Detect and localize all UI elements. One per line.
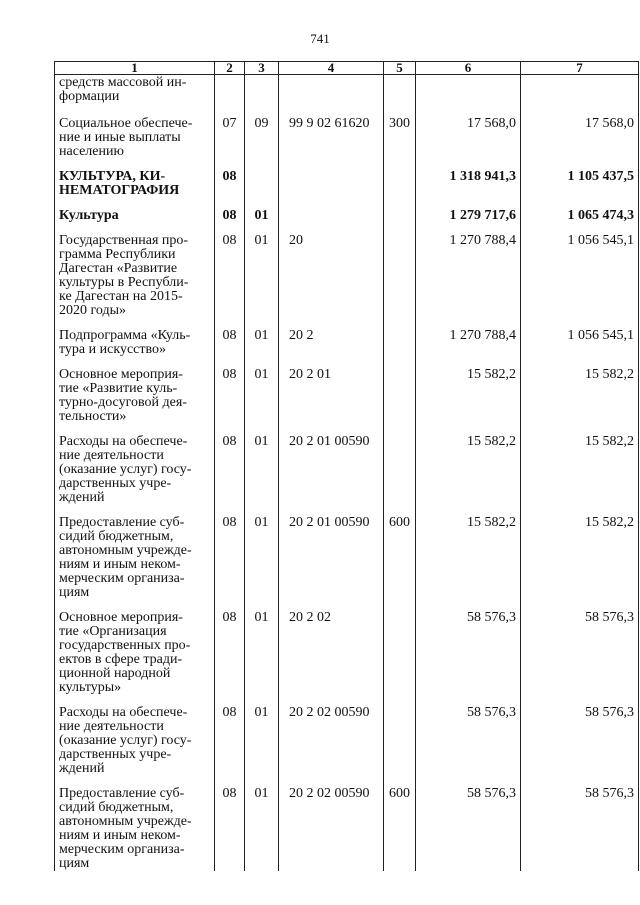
cell-target-article: 20 2 02 00590: [279, 776, 384, 871]
cell-section: 08: [215, 198, 245, 223]
cell-target-article: 20 2: [279, 318, 384, 357]
cell-name: Предоставление суб- сидий бюджетным, автономным учрежде- ниям и иным неком- мерческим организа- циям: [55, 776, 215, 871]
cell-expense-type: [384, 600, 416, 695]
table-row: [55, 104, 639, 159]
cell-section: 08: [215, 776, 245, 871]
table-row: [55, 424, 639, 505]
cell-amount-year-2: 58 576,3: [521, 776, 639, 871]
cell-amount-year-1: 17 568,0: [416, 104, 521, 159]
column-header-1: 1: [55, 62, 215, 75]
cell-amount-year-1: 15 582,2: [416, 424, 521, 505]
cell-amount-year-1: 15 582,2: [416, 357, 521, 424]
table-row: [55, 159, 639, 198]
cell-section: 08: [215, 223, 245, 318]
cell-amount-year-1: 58 576,3: [416, 695, 521, 776]
cell-target-article: [279, 198, 384, 223]
cell-amount-year-2: 15 582,2: [521, 424, 639, 505]
cell-target-article: 99 9 02 61620: [279, 104, 384, 159]
column-header-7: 7: [521, 62, 639, 75]
cell-subsection: 01: [245, 318, 279, 357]
cell-name: Подпрограмма «Куль- тура и искусство»: [55, 318, 215, 357]
cell-amount-year-1: 1 318 941,3: [416, 159, 521, 198]
cell-expense-type: [384, 75, 416, 105]
cell-name: КУЛЬТУРА, КИ- НЕМАТОГРАФИЯ: [55, 159, 215, 198]
cell-name: Государственная про- грамма Республики Дагестан «Развитие культуры в Республи- ке Дагестан на 2015- 2020 годы»: [55, 223, 215, 318]
cell-name: Предоставление суб- сидий бюджетным, автономным учрежде- ниям и иным неком- мерческим организа- циям: [55, 505, 215, 600]
cell-section: 08: [215, 600, 245, 695]
table-row: [55, 198, 639, 223]
cell-subsection: 01: [245, 198, 279, 223]
table-row: [55, 695, 639, 776]
cell-target-article: [279, 75, 384, 105]
cell-subsection: 01: [245, 357, 279, 424]
cell-amount-year-2: 15 582,2: [521, 505, 639, 600]
cell-target-article: 20 2 01: [279, 357, 384, 424]
cell-name: Основное мероприя- тие «Организация государственных про- ектов в сфере тради- ционной народной культуры»: [55, 600, 215, 695]
cell-subsection: 01: [245, 695, 279, 776]
budget-table: [54, 61, 639, 871]
cell-amount-year-2: 1 056 545,1: [521, 223, 639, 318]
cell-target-article: 20: [279, 223, 384, 318]
table-row: [55, 600, 639, 695]
table-row: [55, 75, 639, 105]
cell-amount-year-2: 58 576,3: [521, 600, 639, 695]
cell-section: [215, 75, 245, 105]
column-header-6: 6: [416, 62, 521, 75]
table-row: [55, 318, 639, 357]
cell-expense-type: [384, 198, 416, 223]
cell-amount-year-1: 1 270 788,4: [416, 223, 521, 318]
cell-target-article: [279, 159, 384, 198]
column-header-2: 2: [215, 62, 245, 75]
cell-section: 07: [215, 104, 245, 159]
cell-section: 08: [215, 695, 245, 776]
cell-amount-year-2: 15 582,2: [521, 357, 639, 424]
cell-expense-type: [384, 695, 416, 776]
cell-expense-type: [384, 159, 416, 198]
cell-section: 08: [215, 159, 245, 198]
column-header-4: 4: [279, 62, 384, 75]
cell-subsection: 01: [245, 776, 279, 871]
cell-subsection: [245, 75, 279, 105]
cell-amount-year-1: 58 576,3: [416, 600, 521, 695]
cell-expense-type: 300: [384, 104, 416, 159]
cell-subsection: 01: [245, 600, 279, 695]
cell-subsection: 01: [245, 505, 279, 600]
cell-amount-year-2: [521, 75, 639, 105]
cell-section: 08: [215, 424, 245, 505]
cell-section: 08: [215, 357, 245, 424]
cell-amount-year-1: 1 270 788,4: [416, 318, 521, 357]
cell-target-article: 20 2 01 00590: [279, 424, 384, 505]
cell-name: Социальное обеспече- ние и иные выплаты населению: [55, 104, 215, 159]
cell-name: Расходы на обеспече- ние деятельности (оказание услуг) госу- дарственных учре- ждений: [55, 424, 215, 505]
table-row: [55, 505, 639, 600]
cell-expense-type: [384, 357, 416, 424]
column-header-3: 3: [245, 62, 279, 75]
page-number: 741: [310, 31, 330, 46]
cell-amount-year-2: 1 056 545,1: [521, 318, 639, 357]
cell-name: Расходы на обеспече- ние деятельности (оказание услуг) госу- дарственных учре- ждений: [55, 695, 215, 776]
cell-expense-type: [384, 424, 416, 505]
cell-subsection: 01: [245, 424, 279, 505]
cell-name: Культура: [55, 198, 215, 223]
table-row: [55, 357, 639, 424]
cell-amount-year-1: [416, 75, 521, 105]
cell-amount-year-2: 1 065 474,3: [521, 198, 639, 223]
cell-amount-year-2: 58 576,3: [521, 695, 639, 776]
table-body: [55, 75, 639, 872]
cell-section: 08: [215, 505, 245, 600]
table-row: [55, 223, 639, 318]
cell-amount-year-1: 1 279 717,6: [416, 198, 521, 223]
table-header: [55, 62, 639, 75]
cell-expense-type: [384, 223, 416, 318]
cell-section: 08: [215, 318, 245, 357]
cell-expense-type: 600: [384, 776, 416, 871]
cell-amount-year-2: 1 105 437,5: [521, 159, 639, 198]
cell-name: Основное мероприя- тие «Развитие куль- турно-досуговой дея- тельности»: [55, 357, 215, 424]
cell-name: средств массовой ин- формации: [55, 75, 215, 105]
cell-amount-year-2: 17 568,0: [521, 104, 639, 159]
cell-expense-type: 600: [384, 505, 416, 600]
cell-subsection: 09: [245, 104, 279, 159]
cell-expense-type: [384, 318, 416, 357]
cell-target-article: 20 2 01 00590: [279, 505, 384, 600]
cell-amount-year-1: 15 582,2: [416, 505, 521, 600]
cell-target-article: 20 2 02: [279, 600, 384, 695]
column-header-5: 5: [384, 62, 416, 75]
cell-amount-year-1: 58 576,3: [416, 776, 521, 871]
table-row: [55, 776, 639, 871]
cell-target-article: 20 2 02 00590: [279, 695, 384, 776]
cell-subsection: 01: [245, 223, 279, 318]
cell-subsection: [245, 159, 279, 198]
